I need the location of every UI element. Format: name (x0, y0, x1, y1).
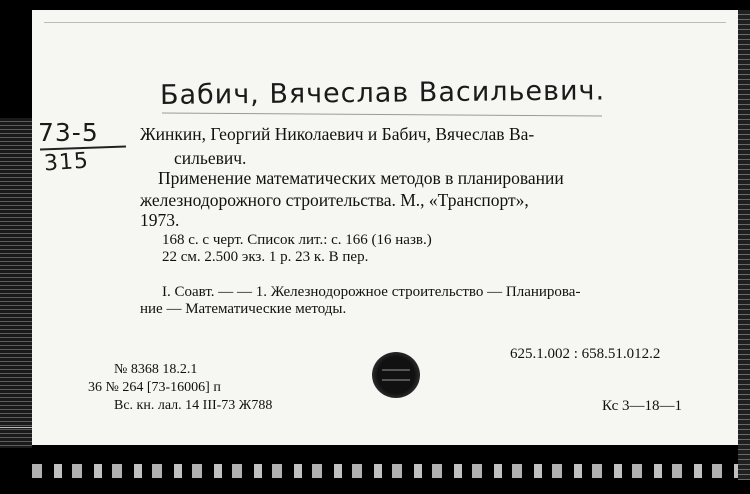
author-line-2: сильевич. (174, 148, 247, 168)
card-code: Кс 3—18—1 (602, 398, 683, 414)
description-line-2: 22 см. 2.500 экз. 1 р. 23 к. В пер. (162, 249, 369, 265)
order-line-3: Вс. кн. лал. 14 III-73 Ж788 (114, 398, 273, 413)
description-line-1: 168 с. с черт. Список лит.: с. 166 (16 назв.) (162, 232, 432, 248)
scan-left-rule (0, 427, 34, 428)
scan-left-edge (0, 118, 32, 448)
udc-code: 625.1.002 : 658.51.012.2 (510, 346, 661, 362)
handwritten-author-name: Бабич, Вячеслав Васильевич. (159, 75, 606, 111)
subject-line-2: ние — Математические методы. (140, 301, 347, 317)
scan-right-edge (738, 10, 750, 480)
author-line-1: Жинкин, Георгий Николаевич и Бабич, Вячеслав Ва- (140, 124, 535, 144)
title-line-2: железнодорожного строительства. М., «Транспорт», (140, 190, 529, 210)
scan-bottom-strip (32, 464, 738, 478)
handwritten-name-underline (162, 112, 602, 116)
ink-stamp-mark (372, 352, 420, 398)
call-number-bottom: 315 (43, 148, 90, 177)
order-line-2: 36 № 264 [73-16006] п (88, 380, 221, 395)
title-line-1: Применение математических методов в планировании (158, 168, 564, 188)
call-number-top: 73-5 (38, 118, 99, 147)
catalog-card (32, 10, 738, 445)
title-line-3: 1973. (140, 210, 180, 230)
subject-line-1: I. Соавт. — — 1. Железнодорожное строительство — Планирова- (162, 284, 581, 300)
order-line-1: № 8368 18.2.1 (114, 362, 198, 377)
